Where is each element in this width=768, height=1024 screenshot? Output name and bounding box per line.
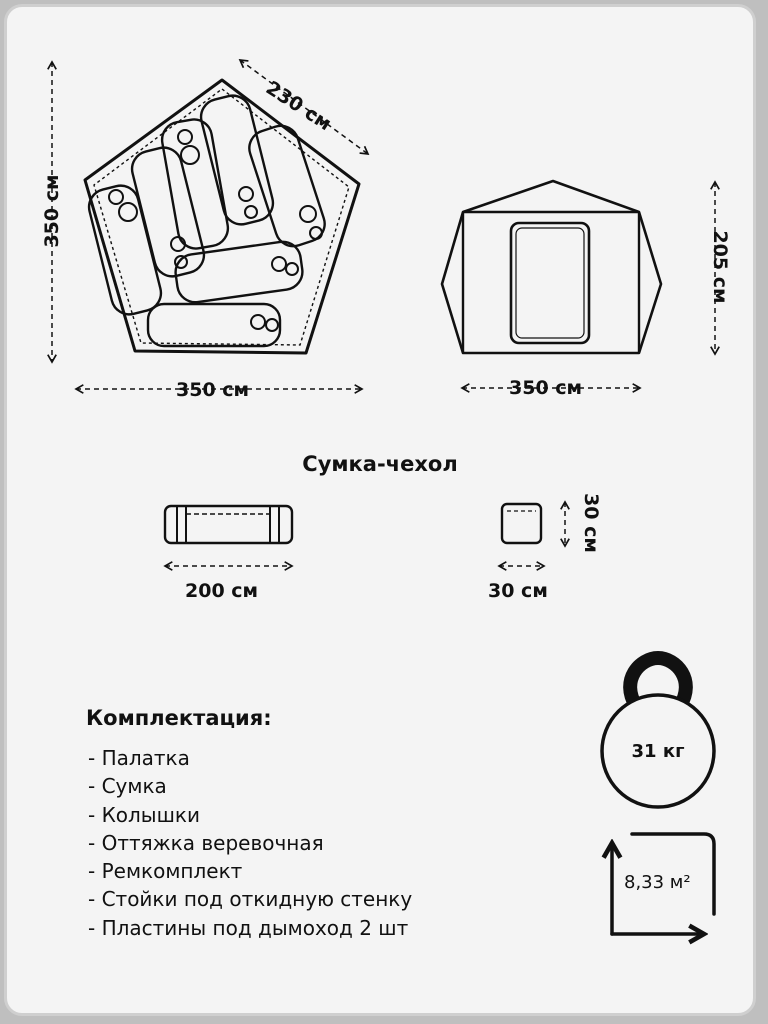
area-label: 8,33 м²	[624, 872, 691, 893]
front-view-height-label: 205 см	[709, 230, 731, 304]
kit-item: - Оттяжка веревочная	[88, 830, 324, 855]
kit-item: - Сумка	[88, 774, 167, 799]
bag-title: Сумка-чехол	[302, 452, 458, 476]
kit-item: - Палатка	[88, 746, 190, 770]
front-view-width-label: 350 см	[509, 377, 583, 399]
bag-side	[165, 506, 292, 543]
kit-item: - Ремкомплект	[88, 859, 243, 884]
top-view-height-label: 350 см	[41, 174, 63, 248]
kit-item: - Пластины под дымоход 2 шт	[88, 915, 409, 940]
kit-list	[88, 744, 412, 942]
top-view-width-label: 350 см	[176, 379, 250, 401]
sleeping-bag	[148, 304, 280, 346]
sleeping-bag	[159, 117, 230, 252]
kit-item: - Стойки под откидную стенку	[88, 887, 413, 912]
top-view-side-label: 230 см	[261, 76, 336, 136]
bag-length-label: 200 см	[185, 580, 259, 602]
weight-label: 31 кг	[631, 741, 685, 762]
bag-width-label: 30 см	[488, 580, 548, 602]
kit-item: - Колышки	[88, 802, 200, 827]
tent-front-outline	[442, 181, 661, 353]
kettlebell-icon	[602, 658, 714, 807]
bag-end	[502, 504, 541, 543]
tent-front-view	[442, 181, 715, 388]
tent-door	[511, 223, 589, 343]
kit-title: Комплектация:	[86, 706, 272, 730]
bag-views	[165, 502, 565, 566]
bag-height-label: 30 см	[580, 493, 602, 553]
